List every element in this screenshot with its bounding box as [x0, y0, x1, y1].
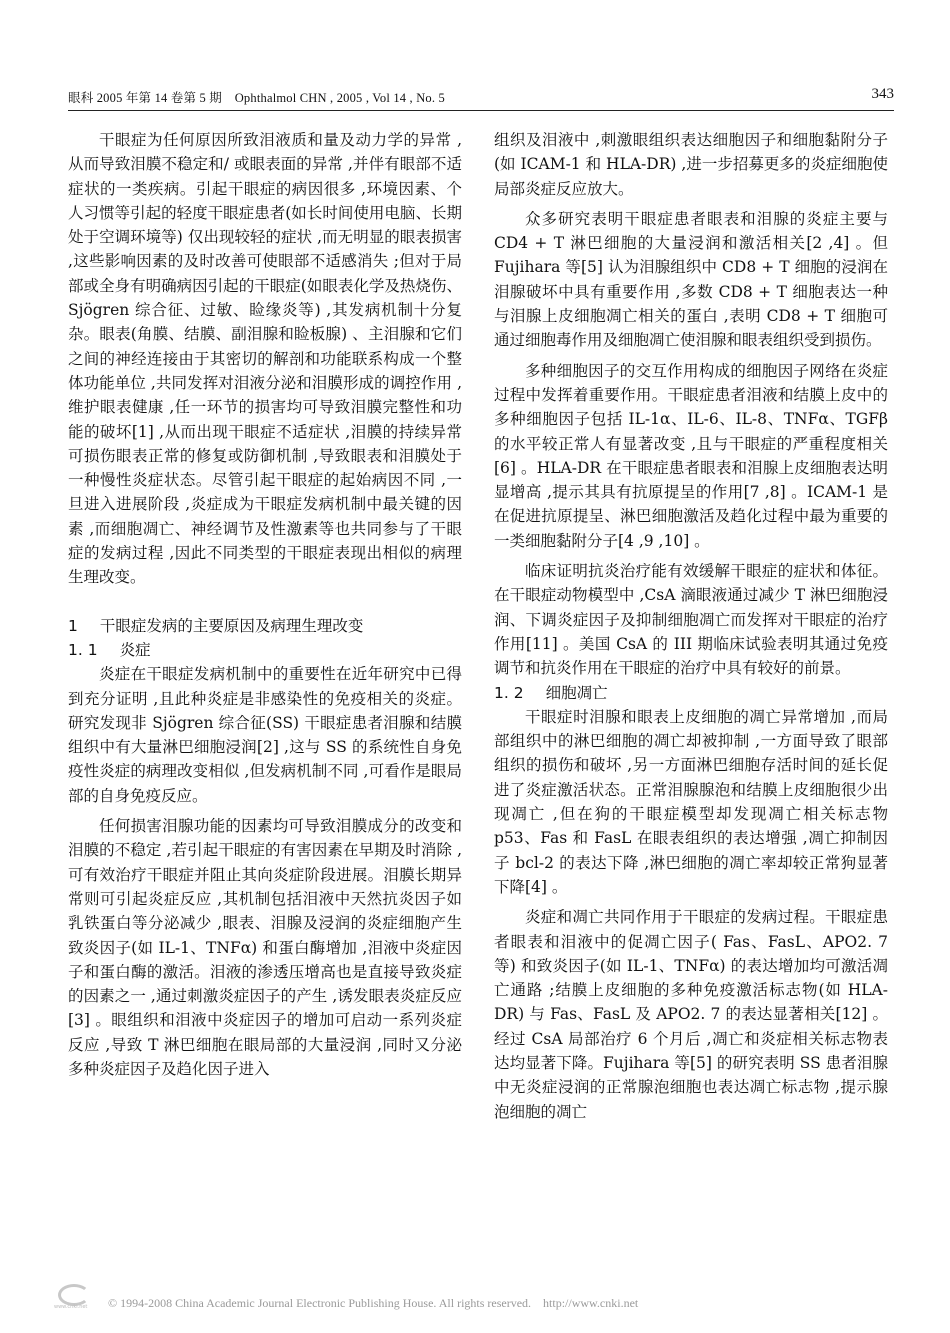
left-column	[68, 128, 462, 1081]
journal-citation: 眼科 2005 年第 14 卷第 5 期 Ophthalmol CHN , 2005 , Vol 14 , No. 5	[68, 91, 445, 105]
body-paragraph: 众多研究表明干眼症患者眼表和泪腺的炎症主要与 CD4 + T 淋巴细胞的大量浸润和激活相关[2 ,4] 。但 Fujihara 等[5] 认为泪腺组织中 CD8 + T 细胞的浸润在泪腺破坏中具有重要作用 ,多数 CD8 + T 细胞表达一种与泪腺上皮细胞凋亡相关的蛋白 ,表明 CD8 + T 细胞可通过细胞毒作用及细胞凋亡使泪腺和眼表组织受到损伤。	[494, 209, 888, 350]
right-column	[494, 128, 888, 1124]
copyright-text: © 1994-2008 China Academic Journal Electronic Publishing House. All rights reserved. http://www.cnki.net	[108, 1296, 639, 1310]
section-title: 细胞凋亡	[545, 683, 608, 702]
section-1-1-heading	[68, 638, 462, 662]
section-1-heading	[68, 614, 462, 638]
body-paragraph: 炎症在干眼症发病机制中的重要性在近年研究中已得到充分证明 ,且此种炎症是非感染性的免疫相关的炎症。研究发现非 Sjögren 综合征(SS) 干眼症患者泪腺和结膜组织中有大量淋巴细胞浸润[2] ,这与 SS 的系统性自身免疫性炎症的病理改变相似 ,但发病机制不同 ,可看作是眼局部的自身免疫反应。	[68, 665, 462, 805]
section-title: 干眼症发病的主要原因及病理生理改变	[99, 616, 364, 635]
body-paragraph: 任何损害泪腺功能的因素均可导致泪膜成分的改变和泪膜的不稳定 ,若引起干眼症的有害因素在早期及时消除 ,可有效治疗干眼症并阻止其向炎症阶段进展。泪膜长期异常则可引起炎症反应 ,其机制包括泪液中天然抗炎因子如乳铁蛋白等分泌减少 ,眼表、泪腺及浸润的炎症细胞产生致炎因子(如 IL-1、TNFα) 和蛋白酶增加 ,泪液中炎症因子和蛋白酶的激活。泪液的渗透压增高也是直接导致炎症的因素之一 ,通过刺激炎症因子的产生 ,诱发眼表炎症反应[3] 。眼组织和泪液中炎症因子的增加可启动一系列炎症反应 ,导致 T 淋巴细胞在眼局部的大量浸润 ,同时又分泌多种炎症因子及趋化因子进入	[68, 817, 462, 1078]
section-number: 1	[68, 616, 78, 635]
running-header	[68, 88, 894, 110]
copyright-footer	[40, 1290, 920, 1316]
header-rule	[68, 110, 894, 111]
body-paragraph: 干眼症时泪腺和眼表上皮细胞的凋亡异常增加 ,而局部组织中的淋巴细胞的凋亡却被抑制 ,一方面导致了眼部组织的损伤和破坏 ,另一方面淋巴细胞存活时间的延长促进了炎症激活状态。正常泪腺腺泡和结膜上皮细胞很少出现凋亡 ,但在狗的干眼症模型却发现凋亡相关标志物 p53、Fas 和 FasL 在眼表组织的表达增强 ,凋亡抑制因子 bcl-2 的表达下降 ,淋巴细胞的凋亡率却较正常狗显著下降[4] 。	[494, 707, 888, 896]
section-number: 1. 2	[494, 683, 524, 702]
body-paragraph: 炎症和凋亡共同作用于干眼症的发病过程。干眼症患者眼表和泪液中的促凋亡因子( Fas、FasL、APO2. 7 等) 和致炎因子(如 IL-1、TNFα) 的表达增加均可激活凋亡通路 ;结膜上皮细胞的多种免疫激活标志物(如 HLA-DR) 与 Fas、FasL 及 APO2. 7 的表达显著相关[12] 。经过 CsA 局部治疗 6 个月后 ,凋亡和炎症相关标志物表达均显著下降。Fujihara 等[5] 的研究表明 SS 患者泪腺中无炎症浸润的正常腺泡细胞也表达凋亡标志物 ,提示腺泡细胞的凋亡	[494, 908, 888, 1121]
logo-text: www.cnki.net	[54, 1304, 88, 1310]
cnki-logo	[52, 1284, 102, 1314]
page-number: 343	[871, 86, 894, 102]
continued-paragraph: 组织及泪液中 ,刺激眼组织表达细胞因子和细胞黏附分子(如 ICAM-1 和 HLA-DR) ,进一步招募更多的炎症细胞使局部炎症反应放大。	[494, 131, 888, 198]
section-title: 炎症	[119, 640, 151, 659]
section-1-2-heading	[494, 681, 888, 705]
section-number: 1. 1	[68, 640, 98, 659]
intro-paragraph: 干眼症为任何原因所致泪液质和量及动力学的异常 ,从而导致泪膜不稳定和/ 或眼表面的异常 ,并伴有眼部不适症状的一类疾病。引起干眼症的病因很多 ,环境因素、个人习惯等引起的轻度干眼症患者(如长时间使用电脑、长期处于空调环境等) 仅出现较轻的症状 ,而无明显的眼表损害 ,这些影响因素的及时改善可使眼部不适感消失 ;但对于局部或全身有明确病因引起的干眼症(如眼表化学及热烧伤、Sjögren 综合征、过敏、睑缘炎等) ,其发病机制十分复杂。眼表(角膜、结膜、副泪腺和睑板腺) 、主泪腺和它们之间的神经连接由于其密切的解剖和功能联系构成一个整体功能单位 ,共同发挥对泪液分泌和泪膜形成的调控作用 ,维护眼表健康 ,任一环节的损害均可导致泪膜完整性和功能的破坏[1] ,从而出现干眼症不适症状 ,泪膜的持续异常可损伤眼表正常的修复或防御机制 ,导致眼表和泪膜处于一种慢性炎症状态。尽管引起干眼症的起始病因不同 ,一旦进入进展阶段 ,炎症成为干眼症发病机制中最关键的因素 ,而细胞凋亡、神经调节及性激素等也共同参与了干眼症的发病过程 ,因此不同类型的干眼症表现出相似的病理生理改变。	[68, 131, 462, 587]
swirl-icon	[58, 1284, 90, 1306]
body-paragraph: 多种细胞因子的交互作用构成的细胞因子网络在炎症过程中发挥着重要作用。干眼症患者泪液和结膜上皮中的多种细胞因子包括 IL-1α、IL-6、IL-8、TNFα、TGFβ 的水平较正常人有显著改变 ,且与干眼症的严重程度相关[6] 。HLA-DR 在干眼症患者眼表和泪腺上皮细胞表达明显增高 ,提示其具有抗原提呈的作用[7 ,8] 。ICAM-1 是在促进抗原提呈、淋巴细胞激活及趋化过程中最为重要的一类细胞黏附分子[4 ,9 ,10] 。	[494, 361, 888, 550]
body-paragraph: 临床证明抗炎治疗能有效缓解干眼症的症状和体征。在干眼症动物模型中 ,CsA 滴眼液通过减少 T 淋巴细胞浸润、下调炎症因子及抑制细胞凋亡而发挥对干眼症的治疗作用[11] 。美国 CsA 的 III 期临床试验表明其通过免疫调节和抗炎作用在干眼症的治疗中具有较好的前景。	[494, 562, 888, 678]
